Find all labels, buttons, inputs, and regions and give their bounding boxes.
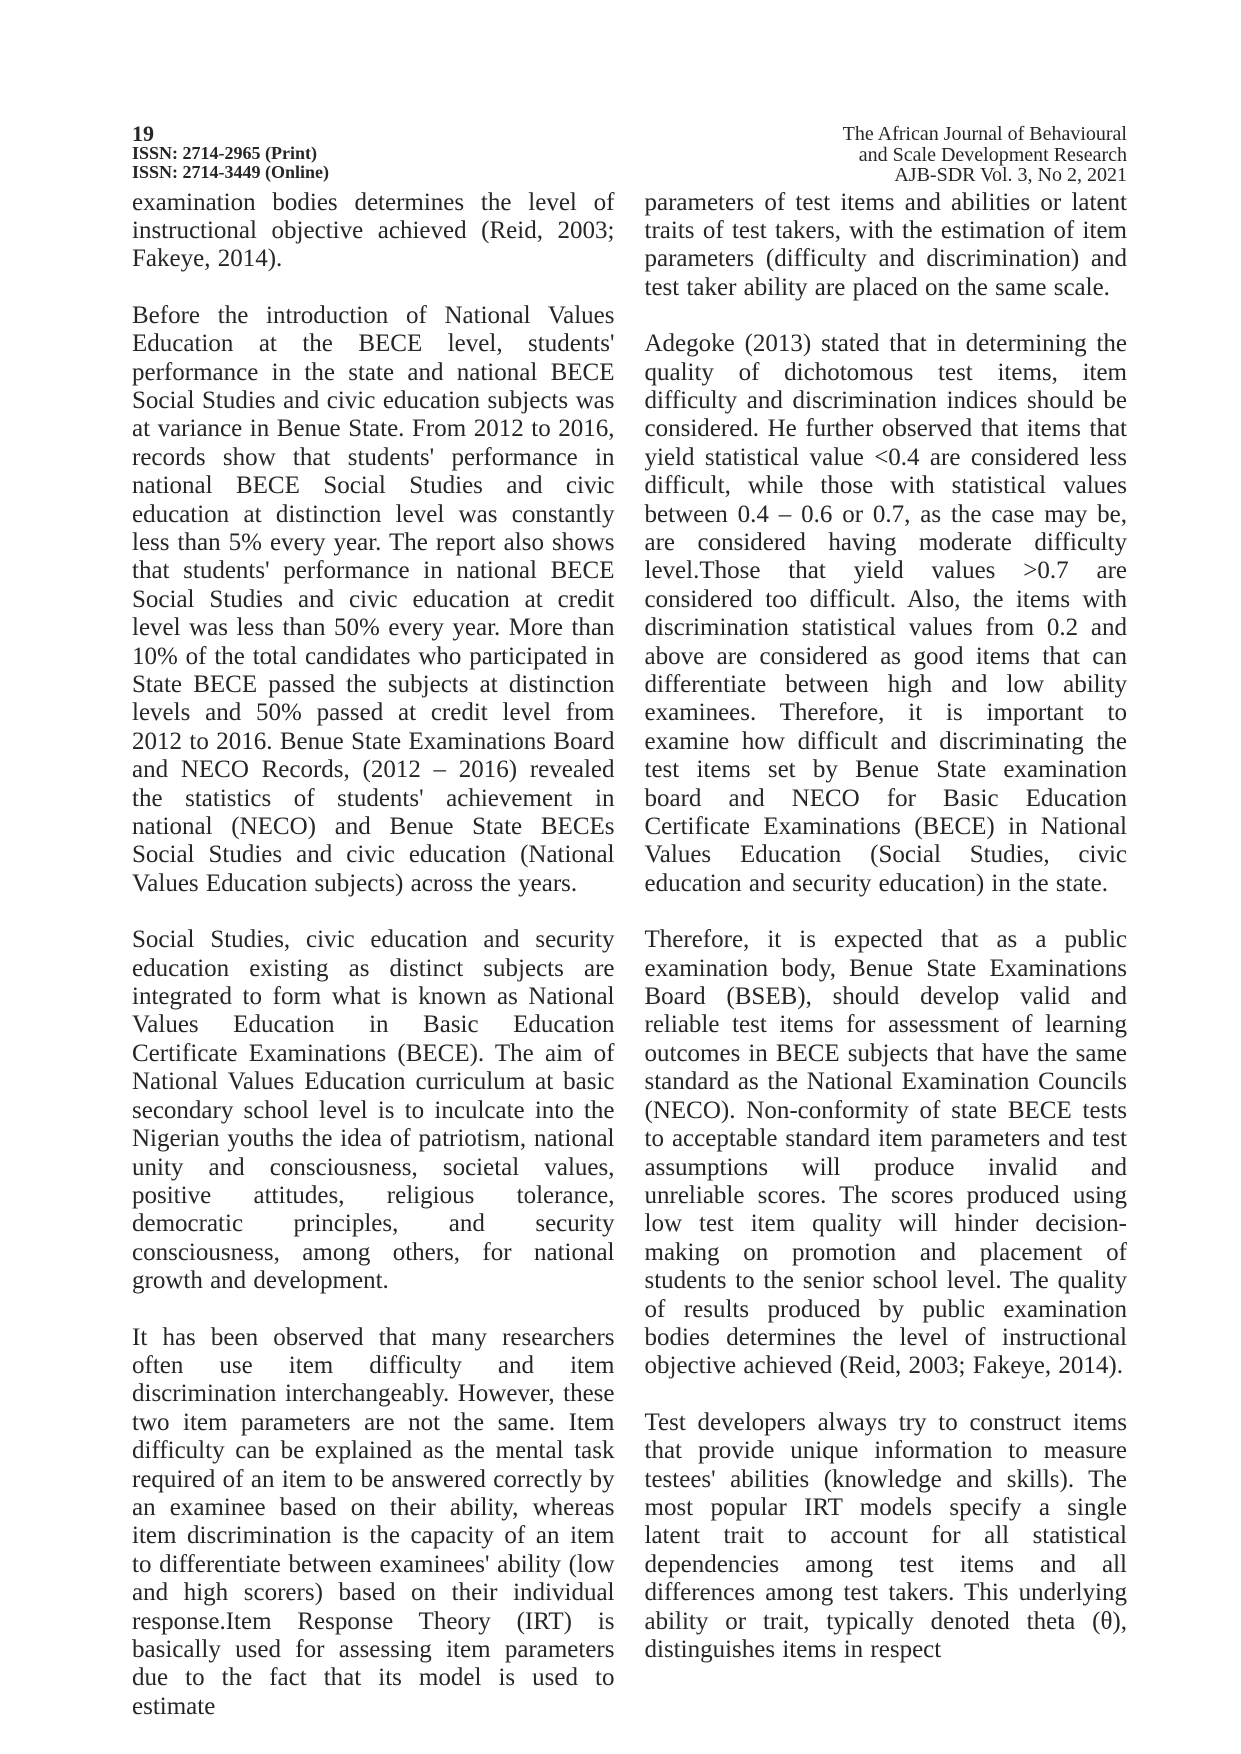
page-header bbox=[132, 121, 1127, 186]
header-left-block bbox=[132, 121, 330, 182]
paragraph-left-4: It has been observed that many researchers often use item difficulty and item discrimination interchangeably. However, these two item parameters are not the same. Item difficulty can be explained as the mental task required of an item to be answered correctly by an examinee based on their ability, whereas item discrimination is the capacity of an item to differentiate between examinees' ability (low and high scorers) based on their individual response.Item Response Theory (IRT) is basically used for assessing item parameters due to the fact that its model is used to estimate bbox=[132, 1323, 615, 1720]
paragraph-right-2: Adegoke (2013) stated that in determining the quality of dichotomous test items, item difficulty and discrimination indices should be considered. He further observed that items that yield statistical value <0.4 are considered less difficult, while those with statistical values between 0.4 – 0.6 or 0.7, as the case may be, are considered having moderate difficulty level.Those that yield values >0.7 are considered too difficult. Also, the items with discrimination statistical values from 0.2 and above are considered as good items that can differentiate between high and low ability examinees. Therefore, it is important to examine how difficult and discriminating the test items set by Benue State examination board and NECO for Basic Education Certificate Examinations (BECE) in National Values Education (Social Studies, civic education and security education) in the state. bbox=[644, 330, 1127, 897]
issn-print: ISSN: 2714-2965 (Print) bbox=[132, 143, 317, 163]
paragraph-right-3: Therefore, it is expected that as a public examination body, Benue State Examinations Board (BSEB), should develop valid and reliable test items for assessment of learning outcomes in BECE subjects that have the same standard as the National Examination Councils (NECO). Non-conformity of state BECE tests to acceptable standard item parameters and test assumptions will produce invalid and unreliable scores. The scores produced using low test item quality will hinder decision-making on promotion and placement of students to the senior school level. The quality of results produced by public examination bodies determines the level of instructional objective achieved (Reid, 2003; Fakeye, 2014). bbox=[644, 926, 1127, 1380]
journal-title-line-1: The African Journal of Behavioural bbox=[842, 123, 1127, 145]
journal-title-line-2: and Scale Development Research bbox=[858, 143, 1127, 166]
right-column bbox=[645, 189, 1128, 1722]
paragraph-right-4: Test developers always try to construct items that provide unique information to measure testees' abilities (knowledge and skills). The most popular IRT models specify a single latent trait to account for all statistical dependencies among test items and all differences among test takers. This underlying ability or trait, typically denoted theta (θ), distinguishes items in respect bbox=[644, 1408, 1127, 1663]
journal-volume-line: AJB-SDR Vol. 3, No 2, 2021 bbox=[894, 164, 1127, 186]
two-column-body bbox=[132, 189, 1127, 1722]
paragraph-right-1: parameters of test items and abilities or latent traits of test takers, with the estimation of item parameters (difficulty and discrimination) and test taker ability are placed on the same scale. bbox=[644, 188, 1127, 301]
paragraph-left-1: examination bodies determines the level of instructional objective achieved (Reid, 2003; Fakeye, 2014). bbox=[132, 188, 615, 273]
page-number: 19 bbox=[132, 121, 154, 146]
paragraph-left-2: Before the introduction of National Values Education at the BECE level, students' performance in the state and national BECE Social Studies and civic education subjects was at variance in Benue State. From 2012 to 2016, records show that students' performance in national BECE Social Studies and civic education at distinction level was constantly less than 5% every year. The report also shows that students' performance in national BECE Social Studies and civic education at credit level was less than 50% every year. More than 10% of the total candidates who participated in State BECE passed the subjects at distinction levels and 50% passed at credit level from 2012 to 2016. Benue State Examinations Board and NECO Records, (2012 – 2016) revealed the statistics of students' achievement in national (NECO) and Benue State BECEs Social Studies and civic education (National Values Education subjects) across the years. bbox=[132, 301, 615, 897]
issn-online: ISSN: 2714-3449 (Online) bbox=[132, 162, 330, 182]
paragraph-left-3: Social Studies, civic education and security education existing as distinct subjects are integrated to form what is known as National Values Education in Basic Education Certificate Examinations (BECE). The aim of National Values Education curriculum at basic secondary school level is to inculcate into the Nigerian youths the idea of patriotism, national unity and consciousness, societal values, positive attitudes, religious tolerance, democratic principles, and security consciousness, among others, for national growth and development. bbox=[132, 926, 615, 1295]
left-column bbox=[132, 189, 615, 1722]
journal-masthead bbox=[843, 124, 1127, 186]
